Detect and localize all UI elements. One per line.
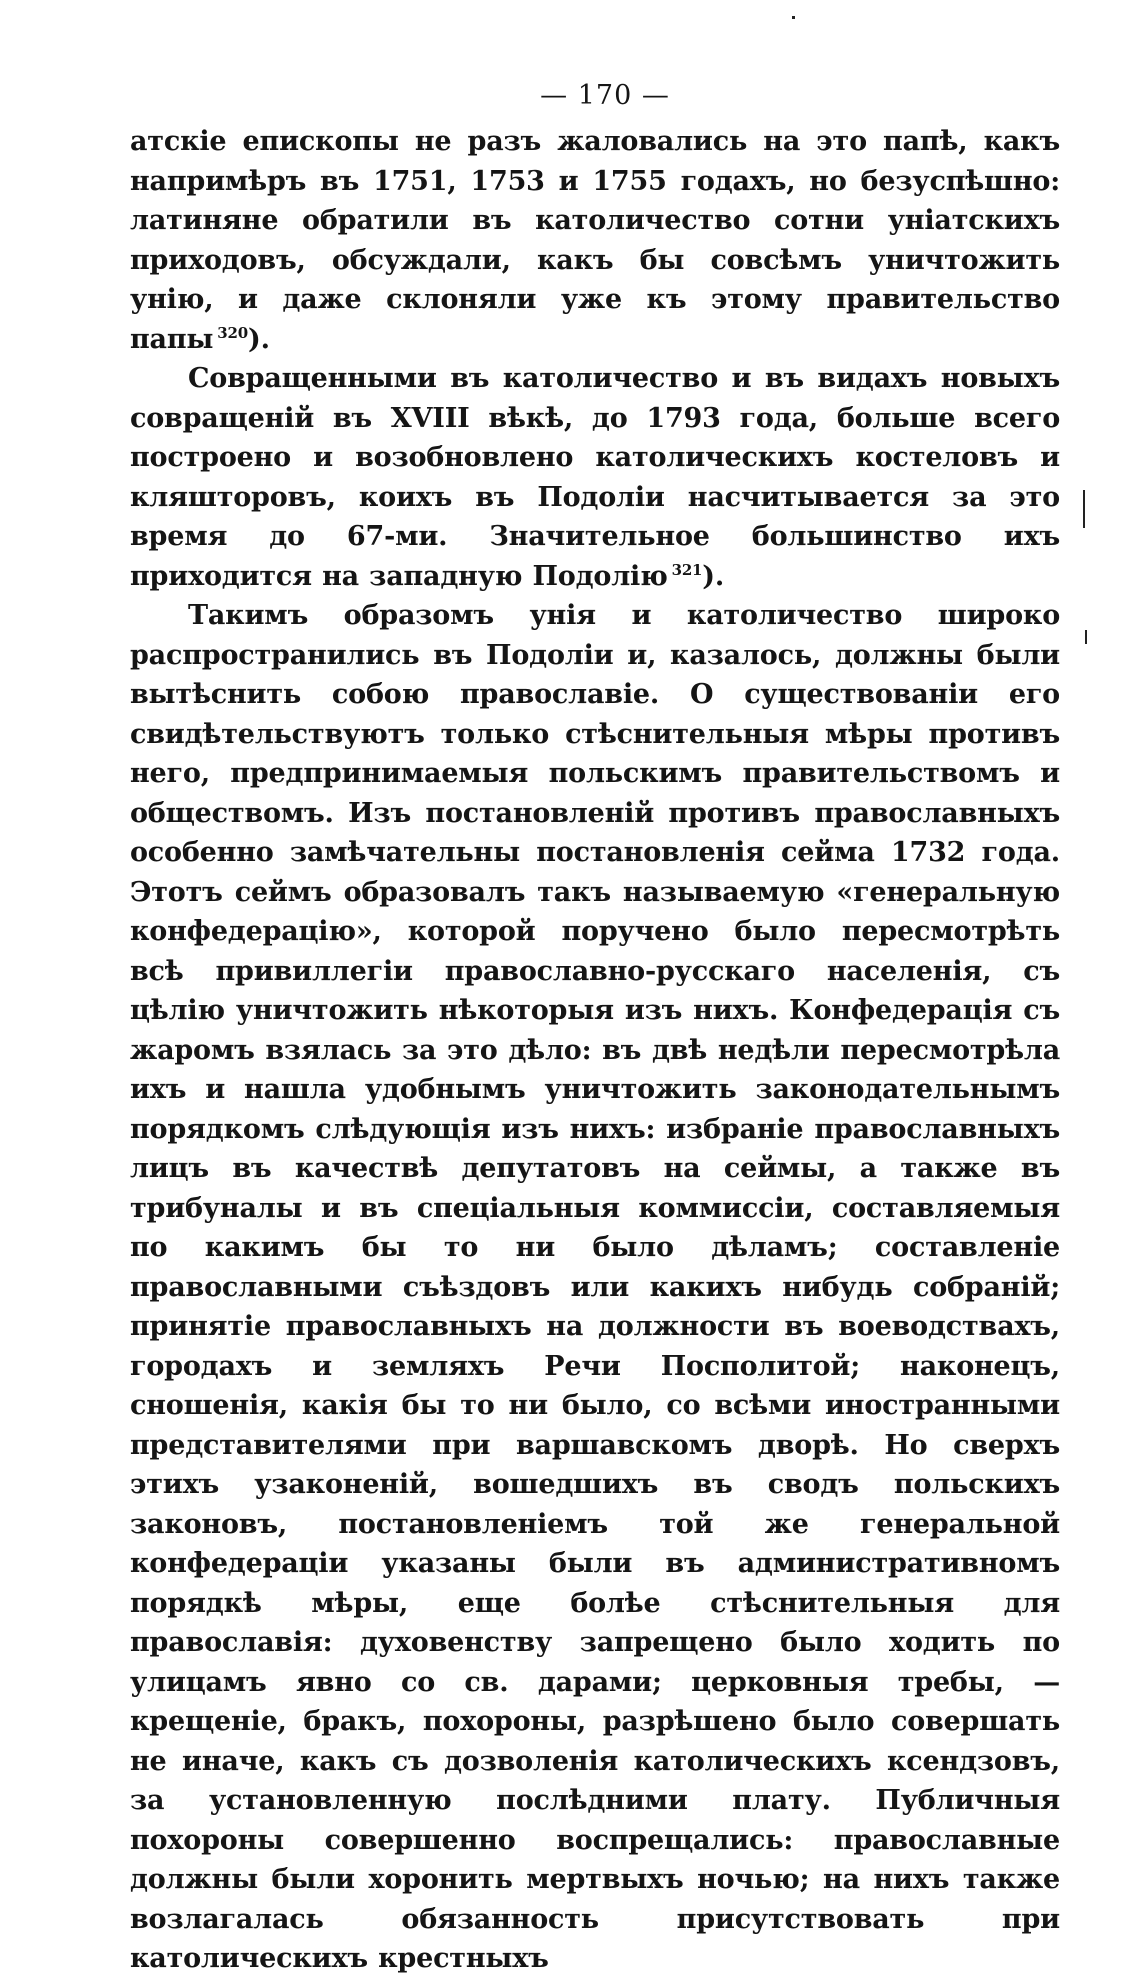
scan-speck	[792, 16, 795, 19]
paragraph-restrictions	[130, 596, 1060, 1979]
paragraph-continuation	[130, 122, 1060, 359]
book-page	[130, 78, 1060, 1979]
scan-mark	[1085, 630, 1087, 644]
paragraph-text-end: ).	[248, 323, 270, 355]
paragraph-text: Такимъ образомъ унія и католичество широко распространились въ Подоліи и, казалось, должны были вытѣснить собою православіе. О существованіи его свидѣтельствуютъ только стѣснительныя мѣры противъ него, предпринимаемыя польскимъ правительствомъ и обществомъ. Изъ постановленій противъ православныхъ особенно замѣчательны постановленія сейма 1732 года. Этотъ сеймъ образовалъ такъ называемую «генеральную конфедерацію», которой поручено было пересмотрѣть всѣ привиллегіи православно-русскаго населенія, съ цѣлію уничтожить нѣкоторыя изъ нихъ. Конфедерація съ жаромъ взялась за это дѣло: въ двѣ недѣли пересмотрѣла ихъ и нашла удобнымъ уничтожить законодательнымъ порядкомъ слѣдующія изъ нихъ: избраніе православныхъ лицъ въ качествѣ депутатовъ на сеймы, а также въ трибуналы и въ спеціальныя коммиссіи, составляемыя по какимъ бы то ни было дѣламъ; составленіе православными съѣздовъ или какихъ нибудь собраній; принятіе православныхъ на должности въ воеводствахъ, городахъ и земляхъ Речи Посполитой; наконецъ, сношенія, какія бы то ни было, со всѣми иностранными представителями при варшавскомъ дворѣ. Но сверхъ этихъ узаконеній, вошедшихъ въ сводъ польскихъ законовъ, постановленіемъ той же генеральной конфедераціи указаны были въ административномъ порядкѣ мѣры, еще болѣе стѣснительныя для православія: духовенству запрещено было ходить по улицамъ явно со св. дарами; церковныя требы, — крещеніе, бракъ, похороны, разрѣшено было совершать не иначе, какъ съ дозволенія католическихъ ксендзовъ, за установленную послѣдними плату. Публичныя похороны совершенно воспрещались: православные должны были хоронить мертвыхъ ночью; на нихъ также возлагалась обязанность присутствовать при католическихъ крестныхъ	[130, 600, 1060, 1974]
footnote-ref: 320	[217, 323, 249, 342]
footnote-ref: 321	[671, 560, 703, 579]
paragraph-text-end: ).	[702, 560, 725, 592]
paragraph-churches	[130, 359, 1060, 596]
paragraph-text: атскіе епископы не разъ жаловались на это папѣ, какъ напримѣръ въ 1751, 1753 и 1755 годахъ, но безуспѣшно: латиняне обратили въ католичество сотни уніатскихъ приходовъ, обсуждали, какъ бы совсѣмъ уничтожить унію, и даже склоняли уже къ этому правительство папы	[130, 126, 1060, 355]
scan-mark	[1083, 490, 1085, 528]
page-number: — 170 —	[540, 80, 670, 111]
paragraph-text: Совращенными въ католичество и въ видахъ новыхъ совращеній въ XVIII вѣкѣ, до 1793 года, больше всего построено и возобновлено католическихъ костеловъ и кляшторовъ, коихъ въ Подоліи насчитывается за это время до 67-ми. Значительное большинство ихъ приходится на западную Подолію	[130, 363, 1060, 592]
